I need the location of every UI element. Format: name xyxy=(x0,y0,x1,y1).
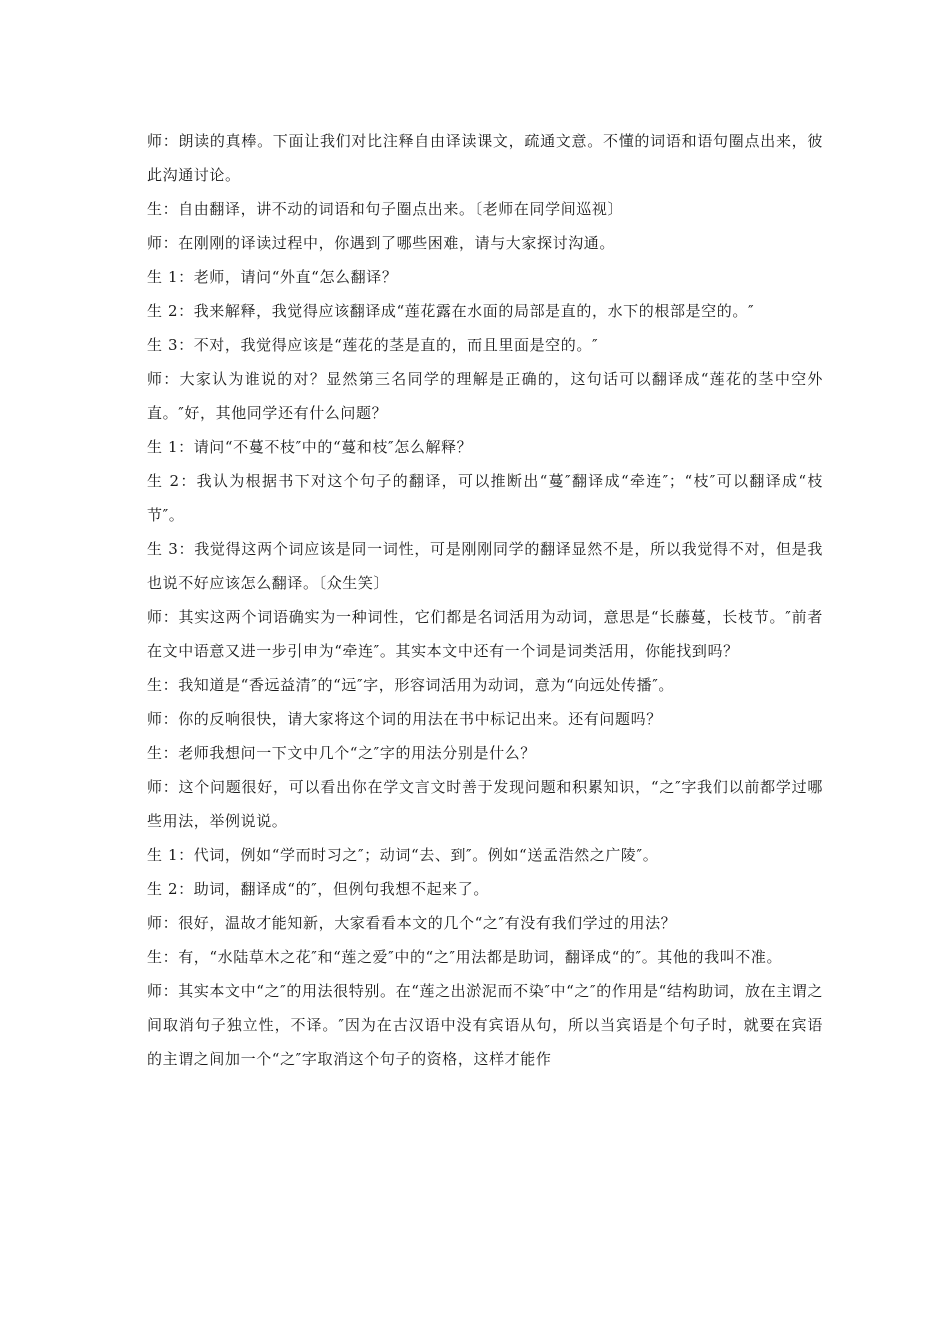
paragraph-teacher-explanation: 师：其实这两个词语确实为一种词性，它们都是名词活用为动词，意思是“长藤蔓，长枝节。″前者在文中语意又进一步引申为“牵连″。其实本文中还有一个词是词类活用，你能找到吗？ xyxy=(147,608,823,660)
paragraph-teacher-zhi-explanation: 师：其实本文中“之″的用法很特别。在“莲之出淤泥而不染″中“之″的作用是“结构助词，放在主谓之间取消句子独立性，不译。″因为在古汉语中没有宾语从句，所以当宾语是个句子时，就要在宾语的主谓之间加一个“之″字取消这个句子的资格，这样才能作 xyxy=(147,982,823,1068)
paragraph-student-2-zhi: 生 2：助词，翻译成“的″，但例句我想不起来了。 xyxy=(147,880,489,898)
paragraph-student-2-answer: 生 2：我来解释，我觉得应该翻译成“莲花露在水面的局部是直的，水下的根部是空的。″ xyxy=(147,302,755,320)
lesson-transcript xyxy=(147,124,823,1076)
paragraph-student-1-zhi: 生 1：代词，例如“学而时习之″；动词“去、到″。例如“送孟浩然之广陵″。 xyxy=(147,846,659,864)
paragraph-student-1-question-2: 生 1：请问“不蔓不枝″中的“蔓和枝″怎么解释？ xyxy=(147,438,473,456)
paragraph-student-answer-yuan: 生：我知道是“香远益清″的“远″字，形容词活用为动词，意为“向远处传播″。 xyxy=(147,676,675,694)
paragraph-teacher-zhi-review: 师：很好，温故才能知新，大家看看本文的几个“之″有没有我们学过的用法？ xyxy=(147,914,677,932)
paragraph-teacher-zhi-question: 师：这个问题很好，可以看出你在学文言文时善于发现问题和积累知识，“之″字我们以前都学过哪些用法，举例说说。 xyxy=(147,778,823,830)
paragraph-student-question-zhi: 生：老师我想问一下文中几个“之″字的用法分别是什么？ xyxy=(147,744,536,762)
paragraph-teacher-praise: 师：你的反响很快，请大家将这个词的用法在书中标记出来。还有问题吗？ xyxy=(147,710,662,728)
paragraph-teacher-summary: 师：大家认为谁说的对？显然第三名同学的理解是正确的，这句话可以翻译成“莲花的茎中空外直。″好，其他同学还有什么问题？ xyxy=(147,370,823,422)
paragraph-teacher-question: 师：在刚刚的译读过程中，你遇到了哪些困难，请与大家探讨沟通。 xyxy=(147,234,616,252)
paragraph-student-2-answer-2: 生 2：我认为根据书下对这个句子的翻译，可以推断出“蔓″翻译成“牵连″；“枝″可以翻译成“枝节″。 xyxy=(147,472,823,524)
paragraph-student-1-question: 生 1：老师，请问“外直“怎么翻译？ xyxy=(147,268,398,286)
paragraph-student-response: 生：自由翻译，讲不动的词语和句子圈点出来。〔老师在同学间巡视〕 xyxy=(147,200,624,218)
paragraph-student-3-answer: 生 3：不对，我觉得应该是“莲花的茎是直的，而且里面是空的。″ xyxy=(147,336,599,354)
paragraph-student-zhi-usage: 生：有，“水陆草木之花″和“莲之爱″中的“之″用法都是助词，翻译成“的″。其他的我叫不准。 xyxy=(147,948,783,966)
paragraph-teacher-intro: 师：朗读的真棒。下面让我们对比注释自由译读课文，疏通文意。不懂的词语和语句圈点出来，彼此沟通讨论。 xyxy=(147,132,823,184)
paragraph-student-3-answer-2: 生 3：我觉得这两个词应该是同一词性，可是刚刚同学的翻译显然不是，所以我觉得不对，但是我也说不好应该怎么翻译。〔众生笑〕 xyxy=(147,540,823,592)
